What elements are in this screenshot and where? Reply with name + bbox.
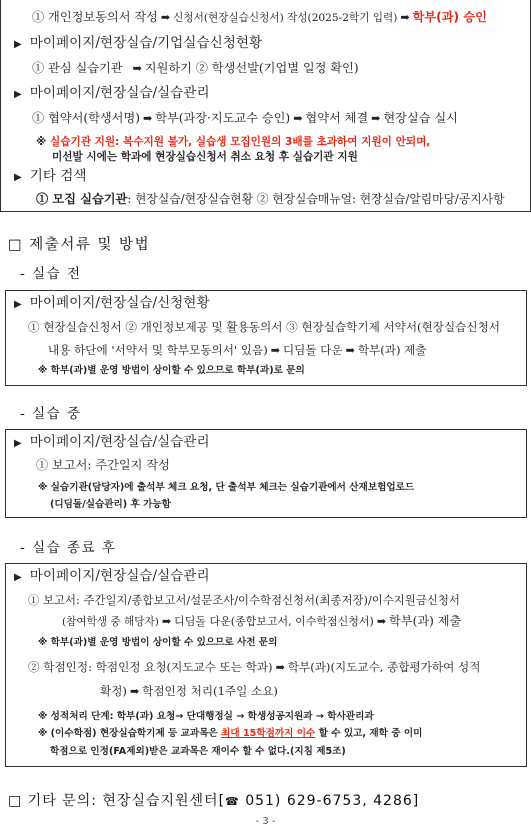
heading-practice-manage-2 <box>14 434 210 452</box>
download-text: 디딤돌 다운(종합보고서, 이수학점신청서) <box>174 615 374 628</box>
submit-text: 학부(과) 제출 <box>357 343 427 357</box>
phone-icon: ☎ <box>225 795 240 808</box>
after-report-line1 <box>28 592 460 608</box>
contact-prefix: □ 기타 문의: 현장실습지원센터[ <box>8 793 226 809</box>
step-privacy-text: ① 개인정보동의서 작성 <box>32 10 158 24</box>
contact-line <box>8 790 419 810</box>
arrow-right-icon: ➡ <box>275 661 285 674</box>
contact-number: 051) 629-6753, 4286] <box>239 793 420 809</box>
arrow-right-icon: ➡ <box>142 112 153 125</box>
arrow-right-icon: ➡ <box>293 112 303 125</box>
note-mark: ※ <box>36 136 50 148</box>
before-docs-line2 <box>48 342 427 359</box>
attendance-note-line1: ※ 실습기관(담당자)에 출석부 체크 요청, 단 출석부 체크는 실습기관에서 산재보험업로드 <box>38 482 415 493</box>
warning-note-text: 실습기관 지원: 복수지원 불가, 실습생 모집인원의 3배를 초과하여 지원이 안되며, <box>50 136 431 148</box>
before-note: ※ 학부(과)별 운영 방법이 상이할 수 있으므로 학부(과)로 문의 <box>38 365 305 376</box>
search-links-line <box>36 191 504 207</box>
page-number: - 3 - <box>255 816 276 827</box>
triangle-bullet-icon: ▶ <box>14 39 22 50</box>
warning-note-text2: 미선발 시에는 학과에 현장실습신청서 취소 요청 후 실습기관 지원 <box>52 151 358 163</box>
credit-limit-text2: 할 수 있고, 재학 중 이미 <box>318 728 423 739</box>
triangle-bullet-icon: ▶ <box>14 572 22 583</box>
step-privacy-line <box>32 9 487 26</box>
heading-text: 마이페이지/현장실습/기업실습신청현황 <box>29 35 263 51</box>
weekly-report-line: ① 보고서: 주간일지 작성 <box>36 458 170 472</box>
step-approval-text: 학부(과) 승인 <box>412 10 487 24</box>
heading-text: 기타 검색 <box>29 168 87 184</box>
label-after-practice: - 실습 종료 후 <box>20 540 117 556</box>
step-application-text: 신청서(현장실습신청서) 작성(2025-2학기 입력) <box>173 12 398 24</box>
search-links-text: : 현장실습/현장실습현황 ② 현장실습매뉴얼: 현장실습/알림마당/공지사항 <box>127 192 505 206</box>
after-report-line2 <box>62 613 461 630</box>
step-agreement-text: ① 협약서(학생서명) <box>32 111 140 125</box>
arrow-right-icon: ➡ <box>371 112 381 125</box>
confirm-text: 확정) <box>100 684 127 698</box>
arrow-right-icon: ➡ <box>132 62 142 75</box>
arrow-right-icon: ➡ <box>161 615 172 628</box>
credit-limit-note-line1 <box>38 726 422 742</box>
recruit-label: ① 모집 실습기관 <box>36 192 128 206</box>
heading-practice-manage <box>14 85 210 103</box>
step-dept-approval-text: 학부(과장·지도교수 승인) <box>155 111 291 125</box>
step-apply-text: 지원하기 ② 학생선발(기업별 일정 확인) <box>144 61 359 75</box>
max-credit-highlight: 최대 15학점까지 이수 <box>221 728 316 739</box>
heading-text: 마이페이지/현장실습/실습관리 <box>29 85 210 101</box>
heading-text: 마이페이지/현장실습/신청현황 <box>29 295 210 311</box>
step-agreement-line <box>32 110 458 127</box>
heading-company-status <box>14 35 262 53</box>
arrow-right-icon: ➡ <box>270 344 280 357</box>
step-interest-text: ① 관심 실습기관 <box>32 61 123 75</box>
heading-text: 마이페이지/현장실습/실습관리 <box>29 434 210 450</box>
warning-note-line2 <box>52 149 358 165</box>
credit-process-text: 학점인정 처리(1주일 소요) <box>142 684 278 698</box>
credit-recognition-line1 <box>28 659 480 676</box>
eligible-students-text: (참여학생 중 해당자) <box>62 616 159 628</box>
submit-text: 학부(과) 제출 <box>389 614 462 628</box>
credit-recognition-line2 <box>100 683 278 700</box>
before-docs-line1 <box>28 319 500 335</box>
heading-application-status <box>14 295 210 313</box>
credit-eval-text: 학부(과)(지도교수, 종합평가하여 성적 <box>287 660 481 674</box>
triangle-bullet-icon: ▶ <box>14 438 22 449</box>
download-text: 디딤돌 다운 <box>282 343 343 357</box>
attendance-note-line2: (디딤돌/실습관리) 후 가능함 <box>50 499 171 510</box>
credit-limit-note-line2: 학점으로 인정(FA제외)받은 교과목은 재이수 할 수 없다.(지침 제5조) <box>50 746 346 757</box>
after-report-text: ① 보고서: 주간일지/종합보고서/설문조사/이수학점신청서(최종저장)/이수지원금신청서 <box>28 593 460 607</box>
arrow-right-icon: ➡ <box>129 685 140 698</box>
heading-text: 마이페이지/현장실습/실습관리 <box>29 568 210 584</box>
heading-other-search <box>14 168 87 186</box>
triangle-bullet-icon: ▶ <box>14 89 22 100</box>
arrow-right-icon: ➡ <box>400 11 410 24</box>
label-before-practice: - 실습 전 <box>20 266 82 282</box>
grade-process-note: ※ 성적처리 단계: 학부(과) 요청→ 단대행정실 → 학생성공지원과 → 학사관리과 <box>38 711 374 722</box>
arrow-right-icon: ➡ <box>160 11 171 24</box>
after-note: ※ 학부(과)별 운영 방법이 상이할 수 있으므로 사전 문의 <box>38 637 278 648</box>
before-docs-text2: 내용 하단에 '서약서 및 학부모동의서' 있음) <box>48 343 268 357</box>
triangle-bullet-icon: ▶ <box>14 299 22 310</box>
step-practice-text: 현장실습 실시 <box>383 111 458 125</box>
arrow-right-icon: ➡ <box>376 615 387 628</box>
label-during-practice: - 실습 중 <box>20 406 82 422</box>
before-docs-text: ① 현장실습신청서 ② 개인정보제공 및 활용동의서 ③ 현장실습학기제 서약서(현장실습신청서 <box>28 320 500 334</box>
warning-note-line1 <box>36 134 430 150</box>
step-interest-line <box>32 60 359 77</box>
triangle-bullet-icon: ▶ <box>14 172 22 183</box>
credit-request-text: ② 학점인정: 학점인정 요청(지도교수 또는 학과) <box>28 660 273 674</box>
section-title-documents: □ 제출서류 및 방법 <box>8 237 151 253</box>
heading-practice-manage-3 <box>14 568 210 586</box>
step-contract-text: 협약서 체결 <box>305 111 369 125</box>
credit-limit-text: ※ (이수학점) 현장실습학기제 등 교과목은 <box>38 728 218 739</box>
arrow-right-icon: ➡ <box>345 344 355 357</box>
